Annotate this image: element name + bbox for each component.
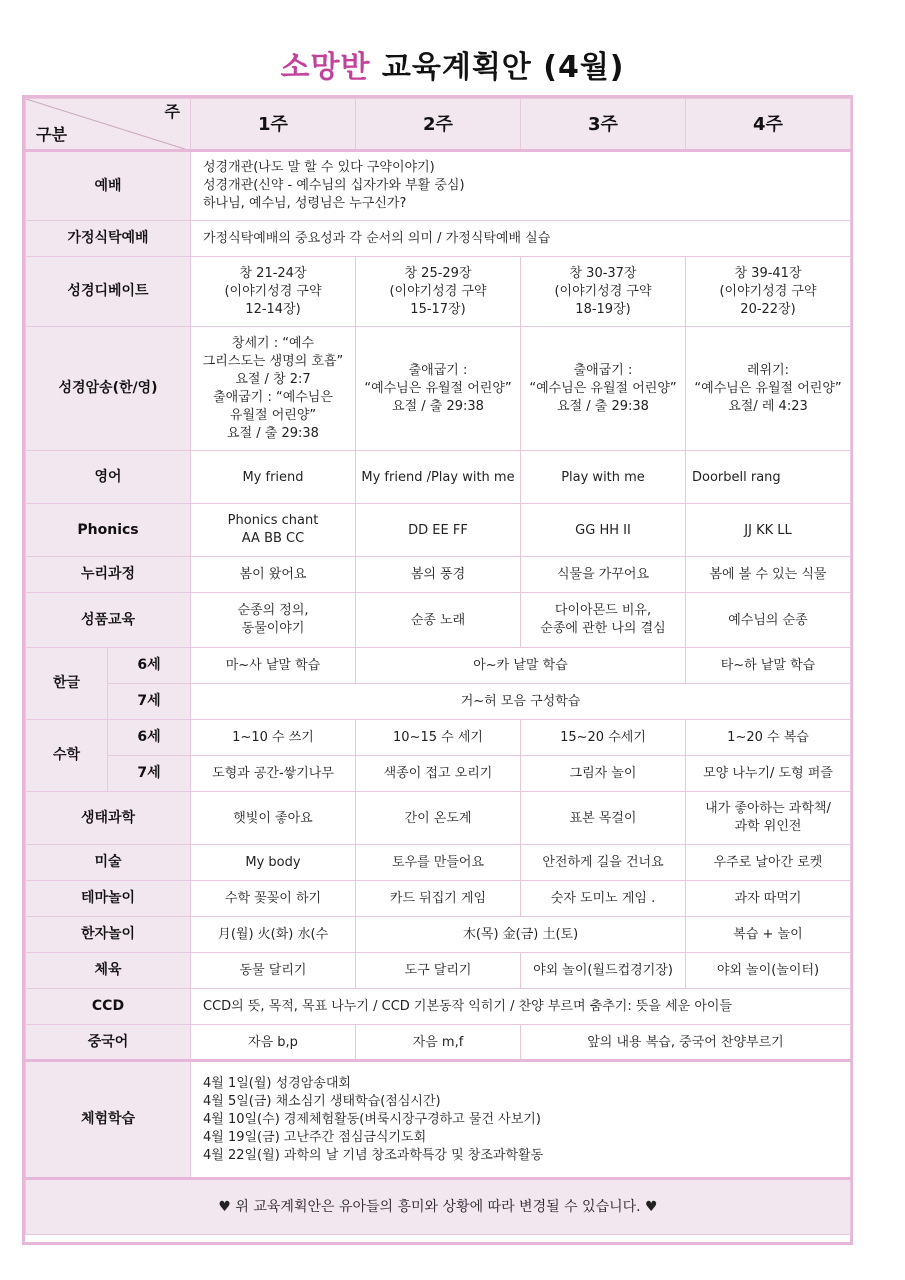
- cell-line: 15-17장): [410, 301, 466, 317]
- cell-line: 18-19장): [575, 301, 631, 317]
- corner-category-label: 구분: [36, 125, 67, 144]
- chinese-week-3-4: 앞의 내용 복습, 중국어 찬양부르기: [521, 1025, 851, 1061]
- chinese-week-2: 자음 m,f: [356, 1025, 521, 1061]
- row-label: 체험학습: [26, 1061, 191, 1179]
- row-hanja: [26, 917, 851, 953]
- math6-week-3: 15~20 수세기: [521, 720, 686, 756]
- cell-line: 순종에 관한 나의 결심: [540, 621, 666, 636]
- week-3-header: 3주: [521, 99, 686, 151]
- experience-line: 4월 19일(금) 고난주간 점심금식기도회: [203, 1129, 427, 1145]
- cell-line: “예수님은 유월절 어린양”: [364, 380, 512, 396]
- row-label: 중국어: [26, 1025, 191, 1061]
- experience-content: [191, 1061, 851, 1179]
- row-label: 한자놀이: [26, 917, 191, 953]
- row-ccd: [26, 989, 851, 1025]
- row-hangul-6: [26, 648, 851, 684]
- age-label: 7세: [108, 684, 191, 720]
- row-label: 한글: [26, 648, 108, 720]
- row-hangul-7: [26, 684, 851, 720]
- row-memorization: [26, 327, 851, 451]
- cell-line: “예수님은 유월절 어린양”: [694, 380, 842, 396]
- row-math-7: [26, 756, 851, 792]
- cell-line: 출애굽기 : “예수님은: [213, 389, 333, 405]
- nuri-week-2: 봄의 풍경: [356, 557, 521, 593]
- row-label: 미술: [26, 845, 191, 881]
- cell-line: 창 30-37장: [569, 265, 637, 281]
- row-experience: [26, 1061, 851, 1179]
- row-label: 누리과정: [26, 557, 191, 593]
- week-1-header: 1주: [191, 99, 356, 151]
- pe-week-2: 도구 달리기: [356, 953, 521, 989]
- row-family-worship: [26, 221, 851, 257]
- cell-line: 창 25-29장: [404, 265, 472, 281]
- row-label: 성경디베이트: [26, 257, 191, 327]
- cell-line: 내가 좋아하는 과학책/: [705, 801, 831, 816]
- cell-line: 요절 / 창 2:7: [235, 371, 311, 387]
- page-title: [0, 42, 905, 86]
- cell-line: 순종의 정의,: [237, 603, 309, 618]
- row-nuri: [26, 557, 851, 593]
- row-english: [26, 451, 851, 504]
- hangul6-week-1: 마~사 낱말 학습: [191, 648, 356, 684]
- cell-line: 창 39-41장: [734, 265, 802, 281]
- row-chinese: [26, 1025, 851, 1061]
- row-label: 영어: [26, 451, 191, 504]
- art-week-1: My body: [191, 845, 356, 881]
- memorization-week-1: [191, 327, 356, 451]
- worship-content: [191, 151, 851, 221]
- experience-line: 4월 10일(수) 경제체험활동(벼룩시장구경하고 물건 사보기): [203, 1111, 541, 1127]
- cell-line: (이야기성경 구약: [719, 283, 817, 299]
- week-2-header: 2주: [356, 99, 521, 151]
- row-label: 수학: [26, 720, 108, 792]
- math6-week-2: 10~15 수 세기: [356, 720, 521, 756]
- row-label: 테마놀이: [26, 881, 191, 917]
- cell-line: 12-14장): [245, 301, 301, 317]
- debate-week-4: [686, 257, 851, 327]
- english-week-1: My friend: [191, 451, 356, 504]
- theme-week-1: 수학 꽃꽂이 하기: [191, 881, 356, 917]
- cell-line: (이야기성경 구약: [389, 283, 487, 299]
- memorization-week-2: [356, 327, 521, 451]
- corner-week-label: 주: [164, 102, 180, 121]
- math7-week-2: 색종이 접고 오리기: [356, 756, 521, 792]
- worship-line: 하나님, 예수님, 성령님은 누구신가?: [203, 196, 407, 211]
- science-week-3: 표본 목걸이: [521, 792, 686, 845]
- row-phonics: [26, 504, 851, 557]
- debate-week-1: [191, 257, 356, 327]
- phonics-week-1: [191, 504, 356, 557]
- row-label: 성품교육: [26, 593, 191, 648]
- art-week-4: 우주로 날아간 로켓: [686, 845, 851, 881]
- math6-week-4: 1~20 수 복습: [686, 720, 851, 756]
- cell-line: 20-22장): [740, 301, 796, 317]
- age-label: 6세: [108, 720, 191, 756]
- worship-line: 성경개관(나도 말 할 수 있다 구약이야기): [203, 160, 435, 175]
- age-label: 6세: [108, 648, 191, 684]
- theme-week-2: 카드 뒤집기 게임: [356, 881, 521, 917]
- cell-line: 출애굽기 :: [573, 362, 633, 378]
- nuri-week-4: 봄에 볼 수 있는 식물: [686, 557, 851, 593]
- debate-week-2: [356, 257, 521, 327]
- cell-line: 유월절 어린양”: [229, 407, 317, 423]
- row-bible-debate: [26, 257, 851, 327]
- phonics-week-4: JJ KK LL: [686, 504, 851, 557]
- row-math-6: [26, 720, 851, 756]
- cell-line: Phonics chant: [227, 513, 319, 528]
- family-worship-content: 가정식탁예배의 중요성과 각 순서의 의미 / 가정식탁예배 실습: [191, 221, 851, 257]
- experience-line: 4월 5일(금) 채소심기 생태학습(점심시간): [203, 1093, 441, 1109]
- cell-line: 과학 위인전: [734, 819, 802, 834]
- row-label: 예배: [26, 151, 191, 221]
- art-week-3: 안전하게 길을 건너요: [521, 845, 686, 881]
- character-week-3: [521, 593, 686, 648]
- footer-note: ♥ 위 교육계획안은 유아들의 흥미와 상황에 따라 변경될 수 있습니다. ♥: [26, 1179, 851, 1235]
- hangul6-week-4: 타~하 낱말 학습: [686, 648, 851, 684]
- cell-line: 요절 / 출 29:38: [557, 398, 649, 414]
- pe-week-3: 야외 놀이(월드컵경기장): [521, 953, 686, 989]
- cell-line: 다이아몬드 비유,: [554, 603, 652, 618]
- worship-line: 성경개관(신약 - 예수님의 십자가와 부활 중심): [203, 178, 465, 193]
- nuri-week-3: 식물을 가꾸어요: [521, 557, 686, 593]
- week-4-header: 4주: [686, 99, 851, 151]
- class-name: 소망반: [280, 50, 371, 85]
- memorization-week-4: [686, 327, 851, 451]
- age-label: 7세: [108, 756, 191, 792]
- plan-table: [25, 98, 851, 1235]
- cell-line: 창세기 : “예수: [231, 335, 315, 351]
- hanja-week-1: 月(월) 火(화) 水(수: [191, 917, 356, 953]
- row-label: CCD: [26, 989, 191, 1025]
- hanja-week-4: 복습 + 놀이: [686, 917, 851, 953]
- math7-week-1: 도형과 공간-쌓기나무: [191, 756, 356, 792]
- cell-line: 창 21-24장: [239, 265, 307, 281]
- cell-line: 요절/ 레 4:23: [728, 398, 808, 414]
- title-rest: 교육계획안 (4월): [381, 50, 625, 85]
- row-label: 가정식탁예배: [26, 221, 191, 257]
- science-week-4: [686, 792, 851, 845]
- cell-line: 레위기:: [746, 362, 790, 378]
- math7-week-4: 모양 나누기/ 도형 퍼즐: [686, 756, 851, 792]
- row-worship: [26, 151, 851, 221]
- english-week-3: Play with me: [521, 451, 686, 504]
- experience-line: 4월 22일(월) 과학의 날 기념 창조과학특강 및 창조과학활동: [203, 1147, 544, 1163]
- science-week-1: 햇빛이 좋아요: [191, 792, 356, 845]
- science-week-2: 간이 온도계: [356, 792, 521, 845]
- phonics-week-3: GG HH II: [521, 504, 686, 557]
- character-week-4: 예수님의 순종: [686, 593, 851, 648]
- ccd-content: CCD의 뜻, 목적, 목표 나누기 / CCD 기본동작 익히기 / 찬양 부르며 춤추기: 뜻을 세운 아이들: [191, 989, 851, 1025]
- row-art: [26, 845, 851, 881]
- math7-week-3: 그림자 놀이: [521, 756, 686, 792]
- character-week-1: [191, 593, 356, 648]
- art-week-2: 토우를 만들어요: [356, 845, 521, 881]
- theme-week-3: 숫자 도미노 게임 .: [521, 881, 686, 917]
- row-character: [26, 593, 851, 648]
- experience-line: 4월 1일(월) 성경암송대회: [203, 1075, 351, 1091]
- debate-week-3: [521, 257, 686, 327]
- chinese-week-1: 자음 b,p: [191, 1025, 356, 1061]
- pe-week-4: 야외 놀이(놀이터): [686, 953, 851, 989]
- theme-week-4: 과자 따먹기: [686, 881, 851, 917]
- cell-line: AA BB CC: [241, 531, 305, 546]
- cell-line: 출애굽기 :: [408, 362, 468, 378]
- nuri-week-1: 봄이 왔어요: [191, 557, 356, 593]
- math6-week-1: 1~10 수 쓰기: [191, 720, 356, 756]
- character-week-2: 순종 노래: [356, 593, 521, 648]
- cell-line: “예수님은 유월절 어린양”: [529, 380, 677, 396]
- cell-line: (이야기성경 구약: [554, 283, 652, 299]
- footer-note-row: [26, 1179, 851, 1235]
- hangul7-content: 거~허 모음 구성학습: [191, 684, 851, 720]
- row-theme-play: [26, 881, 851, 917]
- phonics-week-2: DD EE FF: [356, 504, 521, 557]
- pe-week-1: 동물 달리기: [191, 953, 356, 989]
- hangul6-week-2-3: 아~카 낱말 학습: [356, 648, 686, 684]
- hanja-week-2-3: 木(목) 金(금) 土(토): [356, 917, 686, 953]
- row-pe: [26, 953, 851, 989]
- cell-line: 요절 / 출 29:38: [227, 425, 319, 441]
- english-week-4: Doorbell rang: [686, 451, 851, 504]
- english-week-2: My friend /Play with me: [356, 451, 521, 504]
- cell-line: 동물이야기: [241, 621, 305, 636]
- cell-line: (이야기성경 구약: [224, 283, 322, 299]
- memorization-week-3: [521, 327, 686, 451]
- corner-cell: [26, 99, 191, 151]
- row-label: 생태과학: [26, 792, 191, 845]
- cell-line: 그리스도는 생명의 호흡”: [202, 353, 344, 369]
- row-label: 성경암송(한/영): [26, 327, 191, 451]
- header-row: [26, 99, 851, 151]
- row-label: 체육: [26, 953, 191, 989]
- row-label: Phonics: [26, 504, 191, 557]
- cell-line: 요절 / 출 29:38: [392, 398, 484, 414]
- row-science: [26, 792, 851, 845]
